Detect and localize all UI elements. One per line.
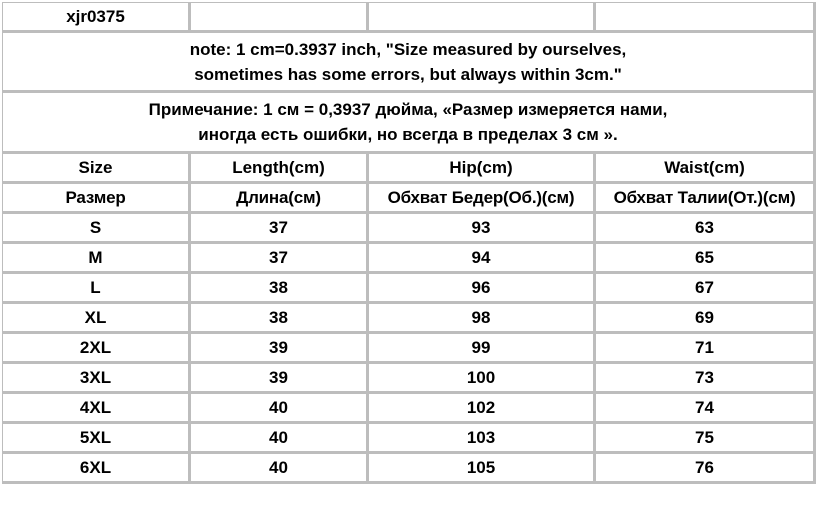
length-cell: 38 — [190, 303, 368, 333]
table-row — [3, 423, 815, 453]
table-row — [3, 393, 815, 423]
note-russian-line-2: иногда есть ошибки, но всегда в пределах 3 см ». — [198, 125, 618, 144]
size-cell: M — [3, 243, 190, 273]
hip-cell: 93 — [368, 213, 595, 243]
size-chart-table — [2, 2, 816, 484]
note-russian — [3, 92, 815, 153]
header-row-english — [3, 153, 815, 183]
size-cell: 2XL — [3, 333, 190, 363]
hip-cell: 103 — [368, 423, 595, 453]
waist-cell: 76 — [595, 453, 815, 483]
empty-cell — [190, 3, 368, 32]
product-code: xjr0375 — [3, 3, 190, 32]
note-english-row — [3, 32, 815, 92]
header-waist: Waist(cm) — [595, 153, 815, 183]
table-row — [3, 303, 815, 333]
waist-cell: 73 — [595, 363, 815, 393]
header-waist-ru: Обхват Талии(От.)(см) — [595, 183, 815, 213]
length-cell: 38 — [190, 273, 368, 303]
product-code-row — [3, 3, 815, 32]
size-cell: 3XL — [3, 363, 190, 393]
note-english-line-1: note: 1 cm=0.3937 inch, "Size measured by ourselves, — [189, 39, 627, 59]
length-cell: 40 — [190, 453, 368, 483]
table-row — [3, 333, 815, 363]
table-row — [3, 453, 815, 483]
table-row — [3, 363, 815, 393]
empty-cell — [368, 3, 595, 32]
header-length: Length(cm) — [190, 153, 368, 183]
waist-cell: 74 — [595, 393, 815, 423]
length-cell: 40 — [190, 423, 368, 453]
table-row — [3, 243, 815, 273]
table-row — [3, 213, 815, 243]
hip-cell: 102 — [368, 393, 595, 423]
size-cell: 6XL — [3, 453, 190, 483]
header-size: Size — [3, 153, 190, 183]
length-cell: 39 — [190, 333, 368, 363]
note-russian-line-1: Примечание: 1 см = 0,3937 дюйма, «Размер измеряется нами, — [148, 100, 668, 119]
length-cell: 40 — [190, 393, 368, 423]
empty-cell — [595, 3, 815, 32]
size-cell: 4XL — [3, 393, 190, 423]
header-length-ru: Длина(см) — [190, 183, 368, 213]
hip-cell: 98 — [368, 303, 595, 333]
size-cell: 5XL — [3, 423, 190, 453]
waist-cell: 75 — [595, 423, 815, 453]
note-english-line-2: sometimes has some errors, but always within 3cm." — [194, 64, 622, 84]
size-cell: L — [3, 273, 190, 303]
table-row — [3, 273, 815, 303]
hip-cell: 99 — [368, 333, 595, 363]
hip-cell: 96 — [368, 273, 595, 303]
header-hip: Hip(cm) — [368, 153, 595, 183]
note-english — [3, 32, 815, 92]
hip-cell: 94 — [368, 243, 595, 273]
size-cell: XL — [3, 303, 190, 333]
note-russian-row — [3, 92, 815, 153]
waist-cell: 69 — [595, 303, 815, 333]
hip-cell: 105 — [368, 453, 595, 483]
length-cell: 39 — [190, 363, 368, 393]
header-hip-ru: Обхват Бедер(Об.)(см) — [368, 183, 595, 213]
header-size-ru: Размер — [3, 183, 190, 213]
size-cell: S — [3, 213, 190, 243]
length-cell: 37 — [190, 213, 368, 243]
hip-cell: 100 — [368, 363, 595, 393]
length-cell: 37 — [190, 243, 368, 273]
waist-cell: 71 — [595, 333, 815, 363]
waist-cell: 65 — [595, 243, 815, 273]
header-row-russian — [3, 183, 815, 213]
waist-cell: 63 — [595, 213, 815, 243]
waist-cell: 67 — [595, 273, 815, 303]
